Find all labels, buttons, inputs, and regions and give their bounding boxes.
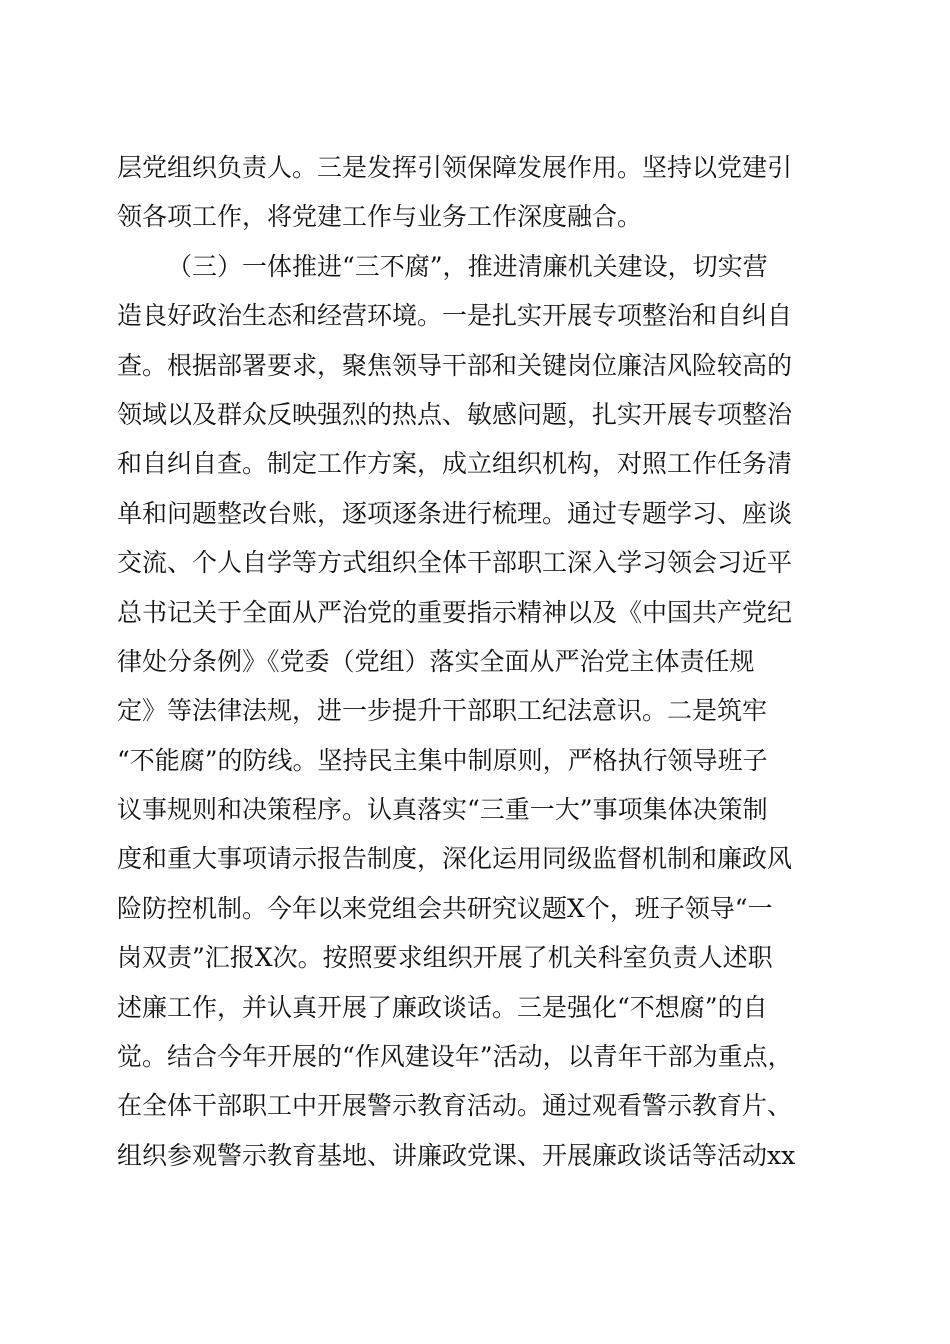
- text-line: 定》等法律法规，进一步提升干部职工纪法意识。二是筑牢: [117, 696, 768, 726]
- text-line: 律处分条例》《党委（党组）落实全面从严治党主体责任规: [117, 646, 755, 676]
- text-line: 单和问题整改台账，逐项逐条进行梳理。通过专题学习、座谈: [117, 498, 793, 528]
- text-line: 造良好政治生态和经营环境。一是扎实开展专项整治和自纠自: [117, 301, 793, 331]
- text-line: 述廉工作，并认真开展了廉政谈话。三是强化“不想腐”的自: [117, 992, 768, 1022]
- text-line: 岗双责”汇报X次。按照要求组织开展了机关科室负责人述职: [117, 943, 773, 973]
- text-line: 领域以及群众反映强烈的热点、敏感问题，扎实开展专项整治: [117, 399, 793, 429]
- text-line: 觉。结合今年开展的“作风建设年”活动，以青年干部为重点，: [117, 1042, 793, 1072]
- text-line: 交流、个人自学等方式组织全体干部职工深入学习领会习近平: [117, 548, 793, 578]
- text-line: 度和重大事项请示报告制度，深化运用同级监督机制和廉政风: [117, 844, 793, 874]
- text-line: 和自纠自查。制定工作方案，成立组织机构，对照工作任务清: [117, 449, 793, 479]
- text-line: 总书记关于全面从严治党的重要指示精神以及《中国共产党纪: [117, 597, 793, 627]
- text-line: 组织参观警示教育基地、讲廉政党课、开展廉政谈话等活动xx: [117, 1140, 796, 1170]
- document-body: [117, 143, 837, 1180]
- text-line: 险防控机制。今年以来党组会共研究议题X个，班子领导“一: [117, 893, 773, 923]
- text-line: 领各项工作，将党建工作与业务工作深度融合。: [117, 202, 643, 232]
- text-line: 在全体干部职工中开展警示教育活动。通过观看警示教育片、: [117, 1091, 793, 1121]
- text-line: 层党组织负责人。三是发挥引领保障发展作用。坚持以党建引: [117, 153, 793, 182]
- text-line: 查。根据部署要求，聚焦领导干部和关键岗位廉洁风险较高的: [117, 350, 793, 380]
- text-line: “不能腐”的防线。坚持民主集中制原则，严格执行领导班子: [117, 745, 768, 775]
- section-heading-line: （三）一体推进“三不腐”，推进清廉机关建设，切实营: [167, 251, 768, 281]
- text-line: 议事规则和决策程序。认真落实“三重一大”事项集体决策制: [117, 795, 768, 825]
